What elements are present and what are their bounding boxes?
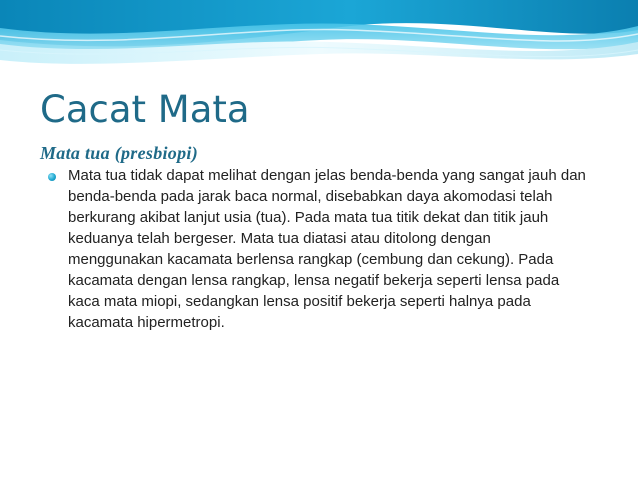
slide-subtitle: Mata tua (presbiopi) (40, 143, 199, 163)
bullet-item (46, 165, 586, 333)
bullet-text: Mata tua tidak dapat melihat dengan jelas benda-benda yang sangat jauh dan benda-benda pada jarak baca normal, disebabkan daya akomodasi telah berkurang akibat lanjut usia (tua). Pada mata tua titik dekat dan titik jauh keduanya telah bergeser. Mata tua diatasi atau ditolong dengan menggunakan kacamata berlensa rangkap (cembung dan cekung). Pada kacamata dengan lensa rangkap, lensa negatif bekerja seperti lensa pada kaca mata miopi, sedangkan lensa positif bekerja seperti halnya pada kacamata hipermetropi. (68, 167, 586, 331)
bullet-list (46, 165, 586, 333)
wave-header-decoration (0, 0, 638, 70)
bullet-dot-icon (48, 173, 56, 181)
slide-title: Cacat Mata (40, 88, 250, 131)
